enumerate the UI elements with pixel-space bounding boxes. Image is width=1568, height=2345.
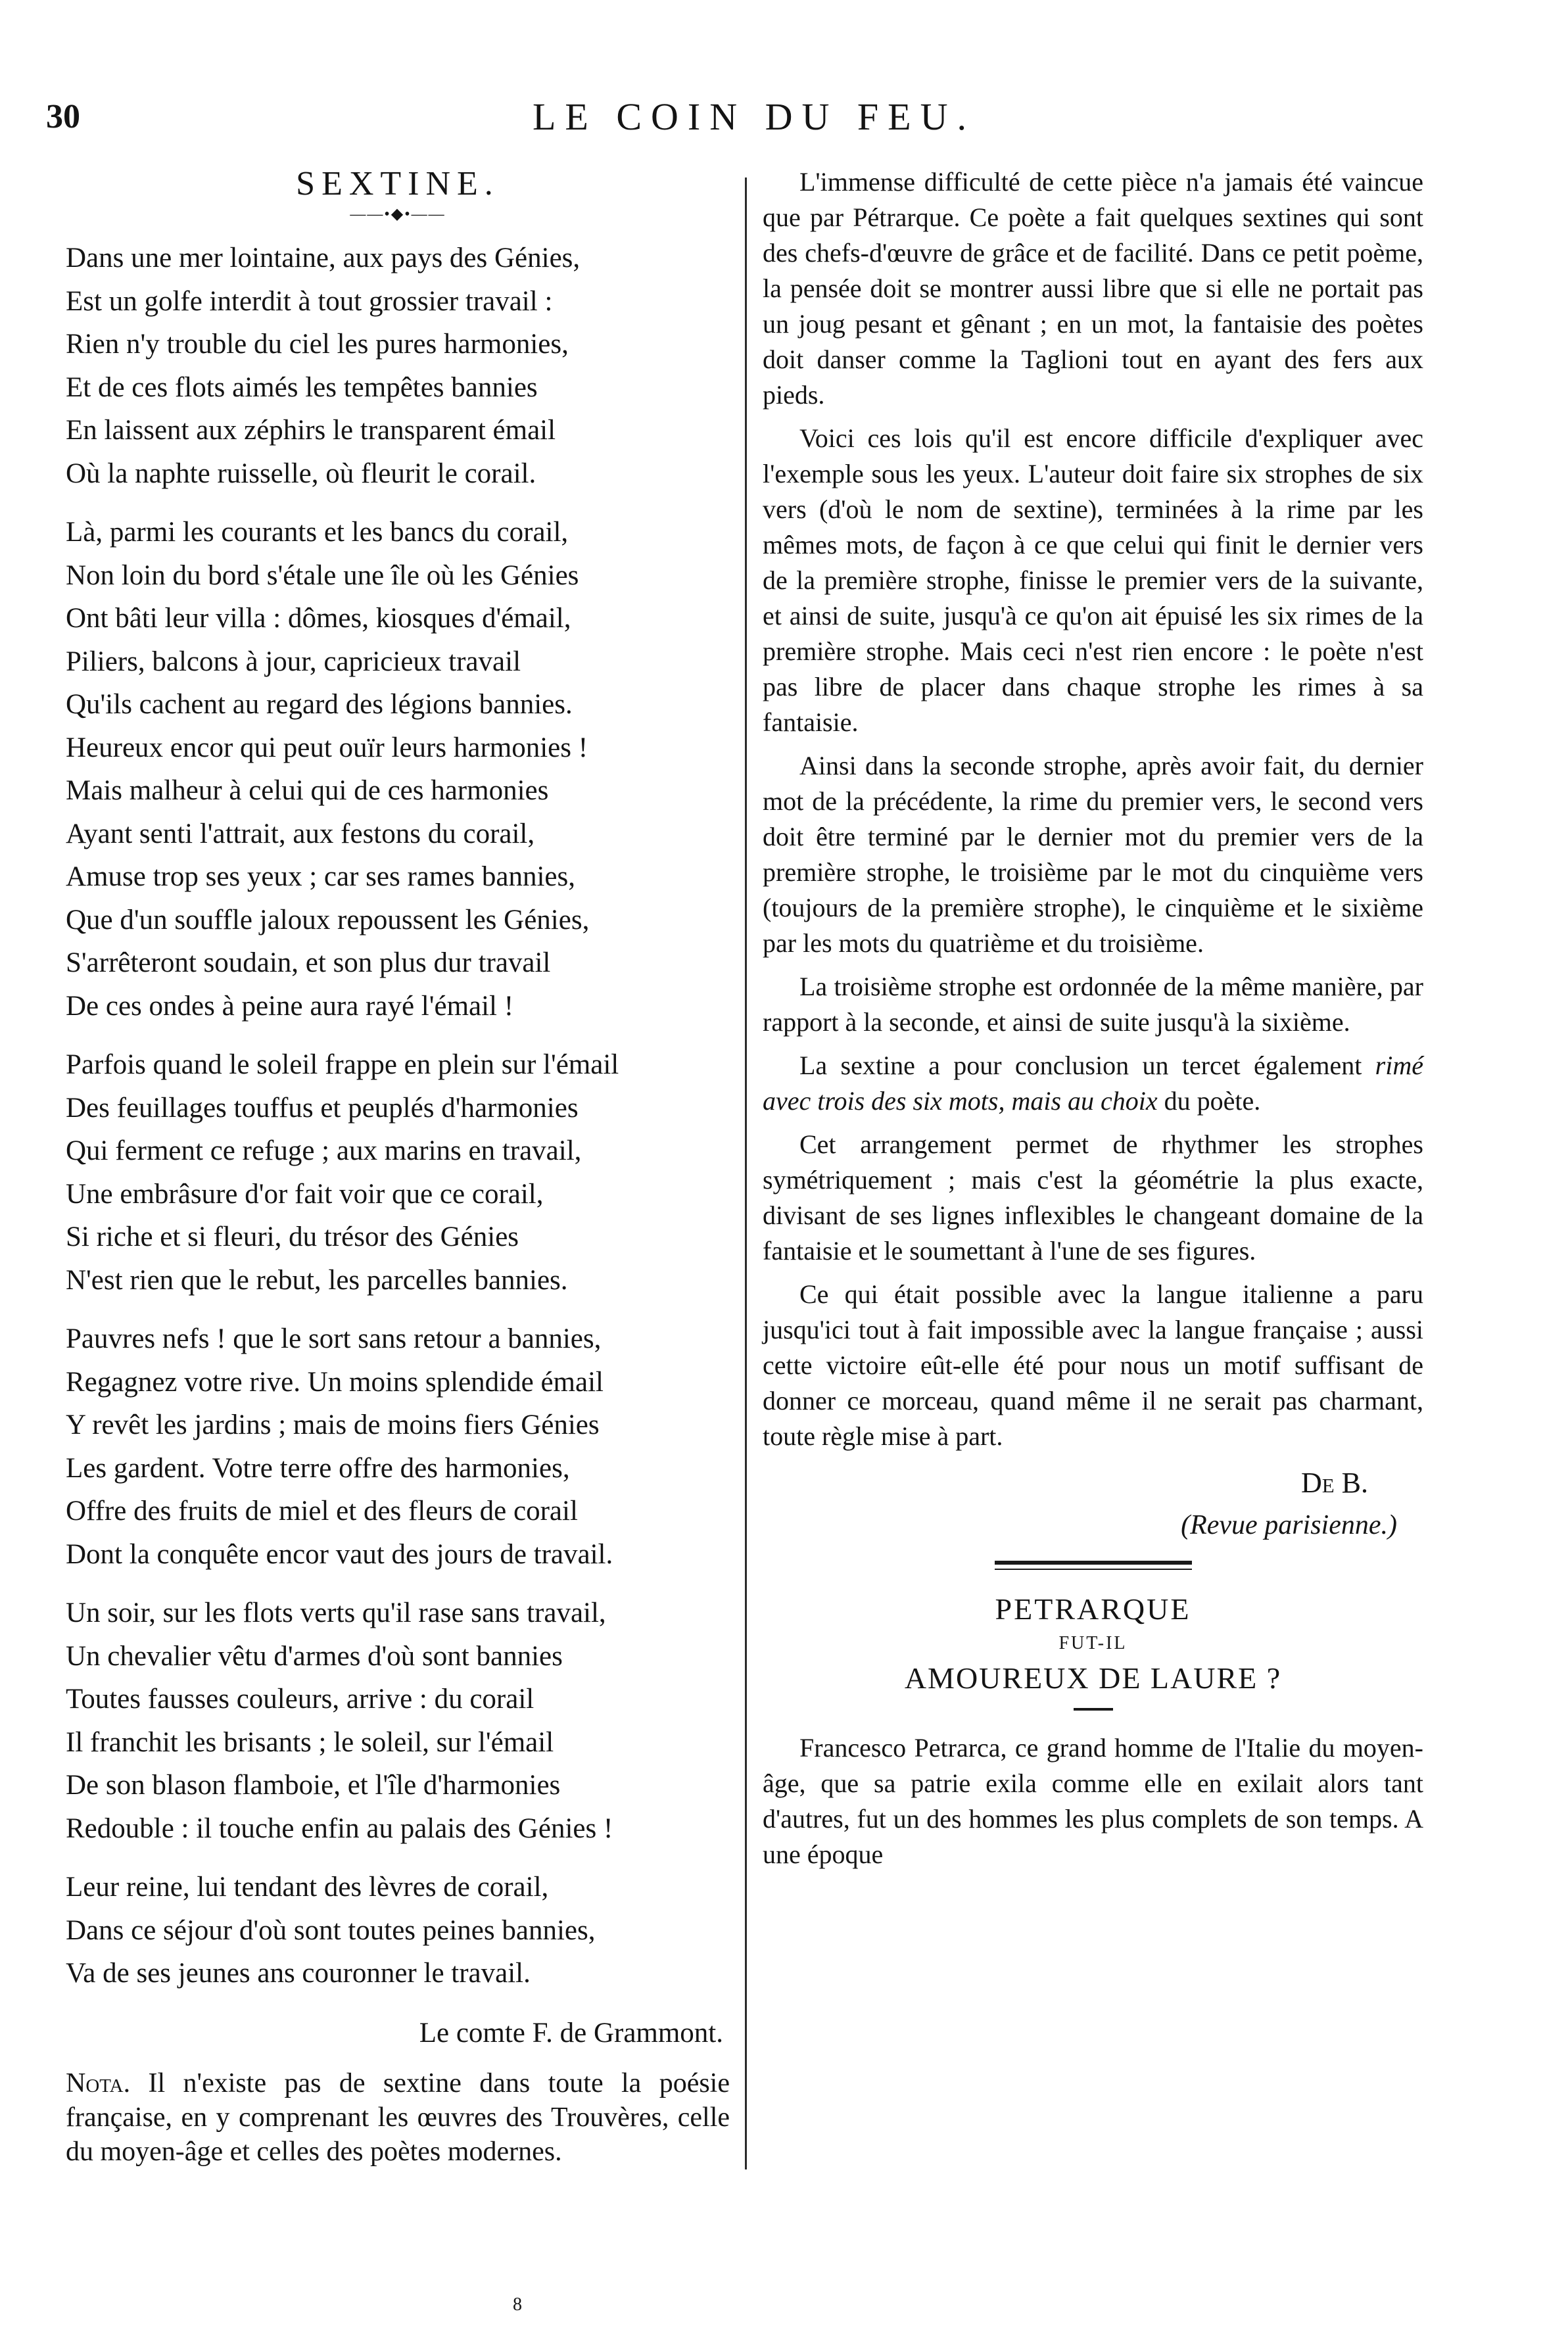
page-number: 30 xyxy=(46,98,80,135)
article-source: (Revue parisienne.) xyxy=(1181,1510,1397,1540)
stanza xyxy=(66,1866,730,1995)
paragraph: Voici ces lois qu'il est encore difficile d'expliquer avec l'exemple sous les yeux. L'auteur doit faire six strophes de six vers (d'où le nom de sextine), terminées à la rime par les mêmes mots, de façon à ce que celui qui finit le dernier vers de la première strophe, finisse le premier vers de la suivante, et ainsi de suite, jusqu'à ce qu'on ait épuisé les six rimes de la première strophe. Mais ceci n'est rien encore : le poète n'est pas libre de placer dans chaque strophe les rimes à sa fantaisie. xyxy=(763,423,1423,737)
verse-line: De son blason flamboie, et l'île d'harmonies xyxy=(66,1770,561,1801)
stanza xyxy=(66,1592,730,1850)
stanza xyxy=(66,1043,730,1302)
bottom-mark: 8 xyxy=(513,2294,522,2315)
verse-line: Pauvres nefs ! que le sort sans retour a bannies, xyxy=(66,1323,602,1354)
verse-line: En laissent aux zéphirs le transparent émail xyxy=(66,415,556,446)
column-rule xyxy=(745,178,747,2169)
verse-line: Dans une mer lointaine, aux pays des Génies, xyxy=(66,243,581,273)
right-column xyxy=(763,164,1423,1880)
verse-line: Dont la conquête encor vaut des jours de travail. xyxy=(66,1538,613,1570)
paragraph xyxy=(763,1048,1423,1119)
verse-line: Où la naphte ruisselle, où fleurit le corail. xyxy=(66,458,536,489)
verse-line: Mais malheur à celui qui de ces harmonies xyxy=(66,775,549,806)
verse-line: De ces ondes à peine aura rayé l'émail ! xyxy=(66,990,514,1022)
stanza-gap xyxy=(66,495,730,511)
verse-line: Ont bâti leur villa : dômes, kiosques d'émail, xyxy=(66,603,571,634)
paragraph-text: La sextine a pour conclusion un tercet également xyxy=(799,1051,1375,1080)
verse-line: Y revêt les jardins ; mais de moins fiers Génies xyxy=(66,1409,600,1440)
section-divider xyxy=(995,1561,1192,1570)
verse-line: Qu'ils cachent au regard des légions bannies. xyxy=(66,689,573,720)
stanza xyxy=(66,1317,730,1576)
paragraph: Ainsi dans la seconde strophe, après avoir fait, du dernier mot de la précédente, la rime du premier vers, le second vers doit être terminé par le dernier mot du premier vers de la première strophe, le troisième par le mot du cinquième vers (toujours de la première strophe), le cinquième et le sixième par les mots du quatrième et du troisième. xyxy=(763,751,1423,958)
paragraph: Francesco Petrarca, ce grand homme de l'Italie du moyen-âge, que sa patrie exila comme elle en exilait alors tant d'autres, fut un des hommes les plus complets de son temps. A une époque xyxy=(763,1733,1423,1869)
paragraph: Ce qui était possible avec la langue italienne a paru jusqu'ici tout à fait impossible avec la langue française ; aussi cette victoire eût-elle été pour nous un motif suffisant de donner ce morceau, quand même il ne serait pas charmant, toute règle mise à part. xyxy=(763,1279,1423,1451)
verse-line: Toutes fausses couleurs, arrive : du corail xyxy=(66,1684,535,1715)
section-title: PETRARQUE xyxy=(995,1592,1191,1626)
verse-line: N'est rien que le rebut, les parcelles bannies. xyxy=(66,1264,568,1296)
nota-text: Il n'existe pas de sextine dans toute la poésie française, en y comprenant les œuvres des Trouvères, celle du moyen-âge et celles des poètes modernes. xyxy=(66,2068,730,2167)
article-author: De B. xyxy=(1300,1467,1368,1499)
verse-line: Va de ses jeunes ans couronner le travail. xyxy=(66,1958,531,1989)
verse-line: Si riche et si fleuri, du trésor des Génies xyxy=(66,1221,519,1252)
stanza xyxy=(66,511,730,1028)
poem-body xyxy=(66,237,730,1995)
verse-line: Un chevalier vêtu d'armes d'où sont bannies xyxy=(66,1640,563,1672)
stanza-gap xyxy=(66,1576,730,1592)
paragraph-text: du poète. xyxy=(1157,1086,1261,1116)
verse-line: Parfois quand le soleil frappe en plein sur l'émail xyxy=(66,1049,619,1080)
running-head xyxy=(0,85,1568,145)
paragraph: Cet arrangement permet de rhythmer les strophes symétriquement ; mais c'est la géométrie la plus exacte, divisant de ses lignes inflexibles le changeant domaine de la fantaisie et le soumettant à l'une de ses figures. xyxy=(763,1129,1423,1266)
section-subtitle: FUT-IL xyxy=(1058,1633,1128,1653)
paragraph-italic: rimé avec trois des six mots, mais au choix xyxy=(763,1051,1423,1116)
nota-paragraph xyxy=(66,2066,730,2169)
nota-lead: Nota. xyxy=(66,2068,131,2098)
verse-line: Des feuillages touffus et peuplés d'harmonies xyxy=(66,1092,579,1124)
short-rule xyxy=(1074,1708,1113,1711)
verse-line: Est un golfe interdit à tout grossier travail : xyxy=(66,285,553,317)
verse-line: S'arrêteront soudain, et son plus dur travail xyxy=(66,947,551,978)
verse-line: Une embrâsure d'or fait voir que ce corail, xyxy=(66,1178,544,1210)
poem-title: SEXTINE. xyxy=(296,165,500,202)
left-column xyxy=(66,164,730,2169)
paragraph: La troisième strophe est ordonnée de la même manière, par rapport à la seconde, et ainsi de suite jusqu'à la sixième. xyxy=(763,972,1423,1037)
stanza-gap xyxy=(66,1028,730,1043)
verse-line: Leur reine, lui tendant des lèvres de corail, xyxy=(66,1872,549,1903)
title-ornament: ——•◆•—— xyxy=(350,206,446,223)
section-title-line2: AMOUREUX DE LAURE ? xyxy=(904,1661,1282,1695)
verse-line: Non loin du bord s'étale une île où les Génies xyxy=(66,559,579,591)
running-title: LE COIN DU FEU. xyxy=(533,95,976,138)
verse-line: Et de ces flots aimés les tempêtes bannies xyxy=(66,371,538,403)
verse-line: Qui ferment ce refuge ; aux marins en travail, xyxy=(66,1135,582,1166)
stanza-gap xyxy=(66,1850,730,1866)
verse-line: Dans ce séjour d'où sont toutes peines bannies, xyxy=(66,1914,596,1946)
poem-signature: Le comte F. de Grammont. xyxy=(419,2017,723,2049)
verse-line: Les gardent. Votre terre offre des harmonies, xyxy=(66,1452,570,1484)
verse-line: Offre des fruits de miel et des fleurs de corail xyxy=(66,1496,578,1527)
stanza xyxy=(66,237,730,495)
paragraph: L'immense difficulté de cette pièce n'a jamais été vaincue que par Pétrarque. Ce poète a fait quelques sextines qui sont des chefs-d'œuvre de grâce et de facilité. Dans ce petit poème, la pensée doit se montrer aussi libre que si elle ne portait pas un joug pesant et gênant ; en un mot, la fantaisie des poètes doit danser comme la Taglioni tout en ayant des fers aux pieds. xyxy=(763,167,1423,410)
verse-line: Regagnez votre rive. Un moins splendide émail xyxy=(66,1366,604,1398)
verse-line: Il franchit les brisants ; le soleil, sur l'émail xyxy=(66,1726,554,1758)
verse-line: Rien n'y trouble du ciel les pures harmonies, xyxy=(66,329,569,360)
verse-line: Là, parmi les courants et les bancs du corail, xyxy=(66,517,569,548)
verse-line: Piliers, balcons à jour, capricieux travail xyxy=(66,646,521,677)
verse-line: Un soir, sur les flots verts qu'il rase sans travail, xyxy=(66,1598,606,1628)
stanza-gap xyxy=(66,1302,730,1317)
verse-line: Amuse trop ses yeux ; car ses rames bannies, xyxy=(66,861,575,892)
verse-line: Ayant senti l'attrait, aux festons du corail, xyxy=(66,818,535,849)
verse-line: Redouble : il touche enfin au palais des Génies ! xyxy=(66,1812,613,1844)
verse-line: Que d'un souffle jaloux repoussent les Génies, xyxy=(66,904,590,936)
verse-line: Heureux encor qui peut ouïr leurs harmonies ! xyxy=(66,732,588,763)
